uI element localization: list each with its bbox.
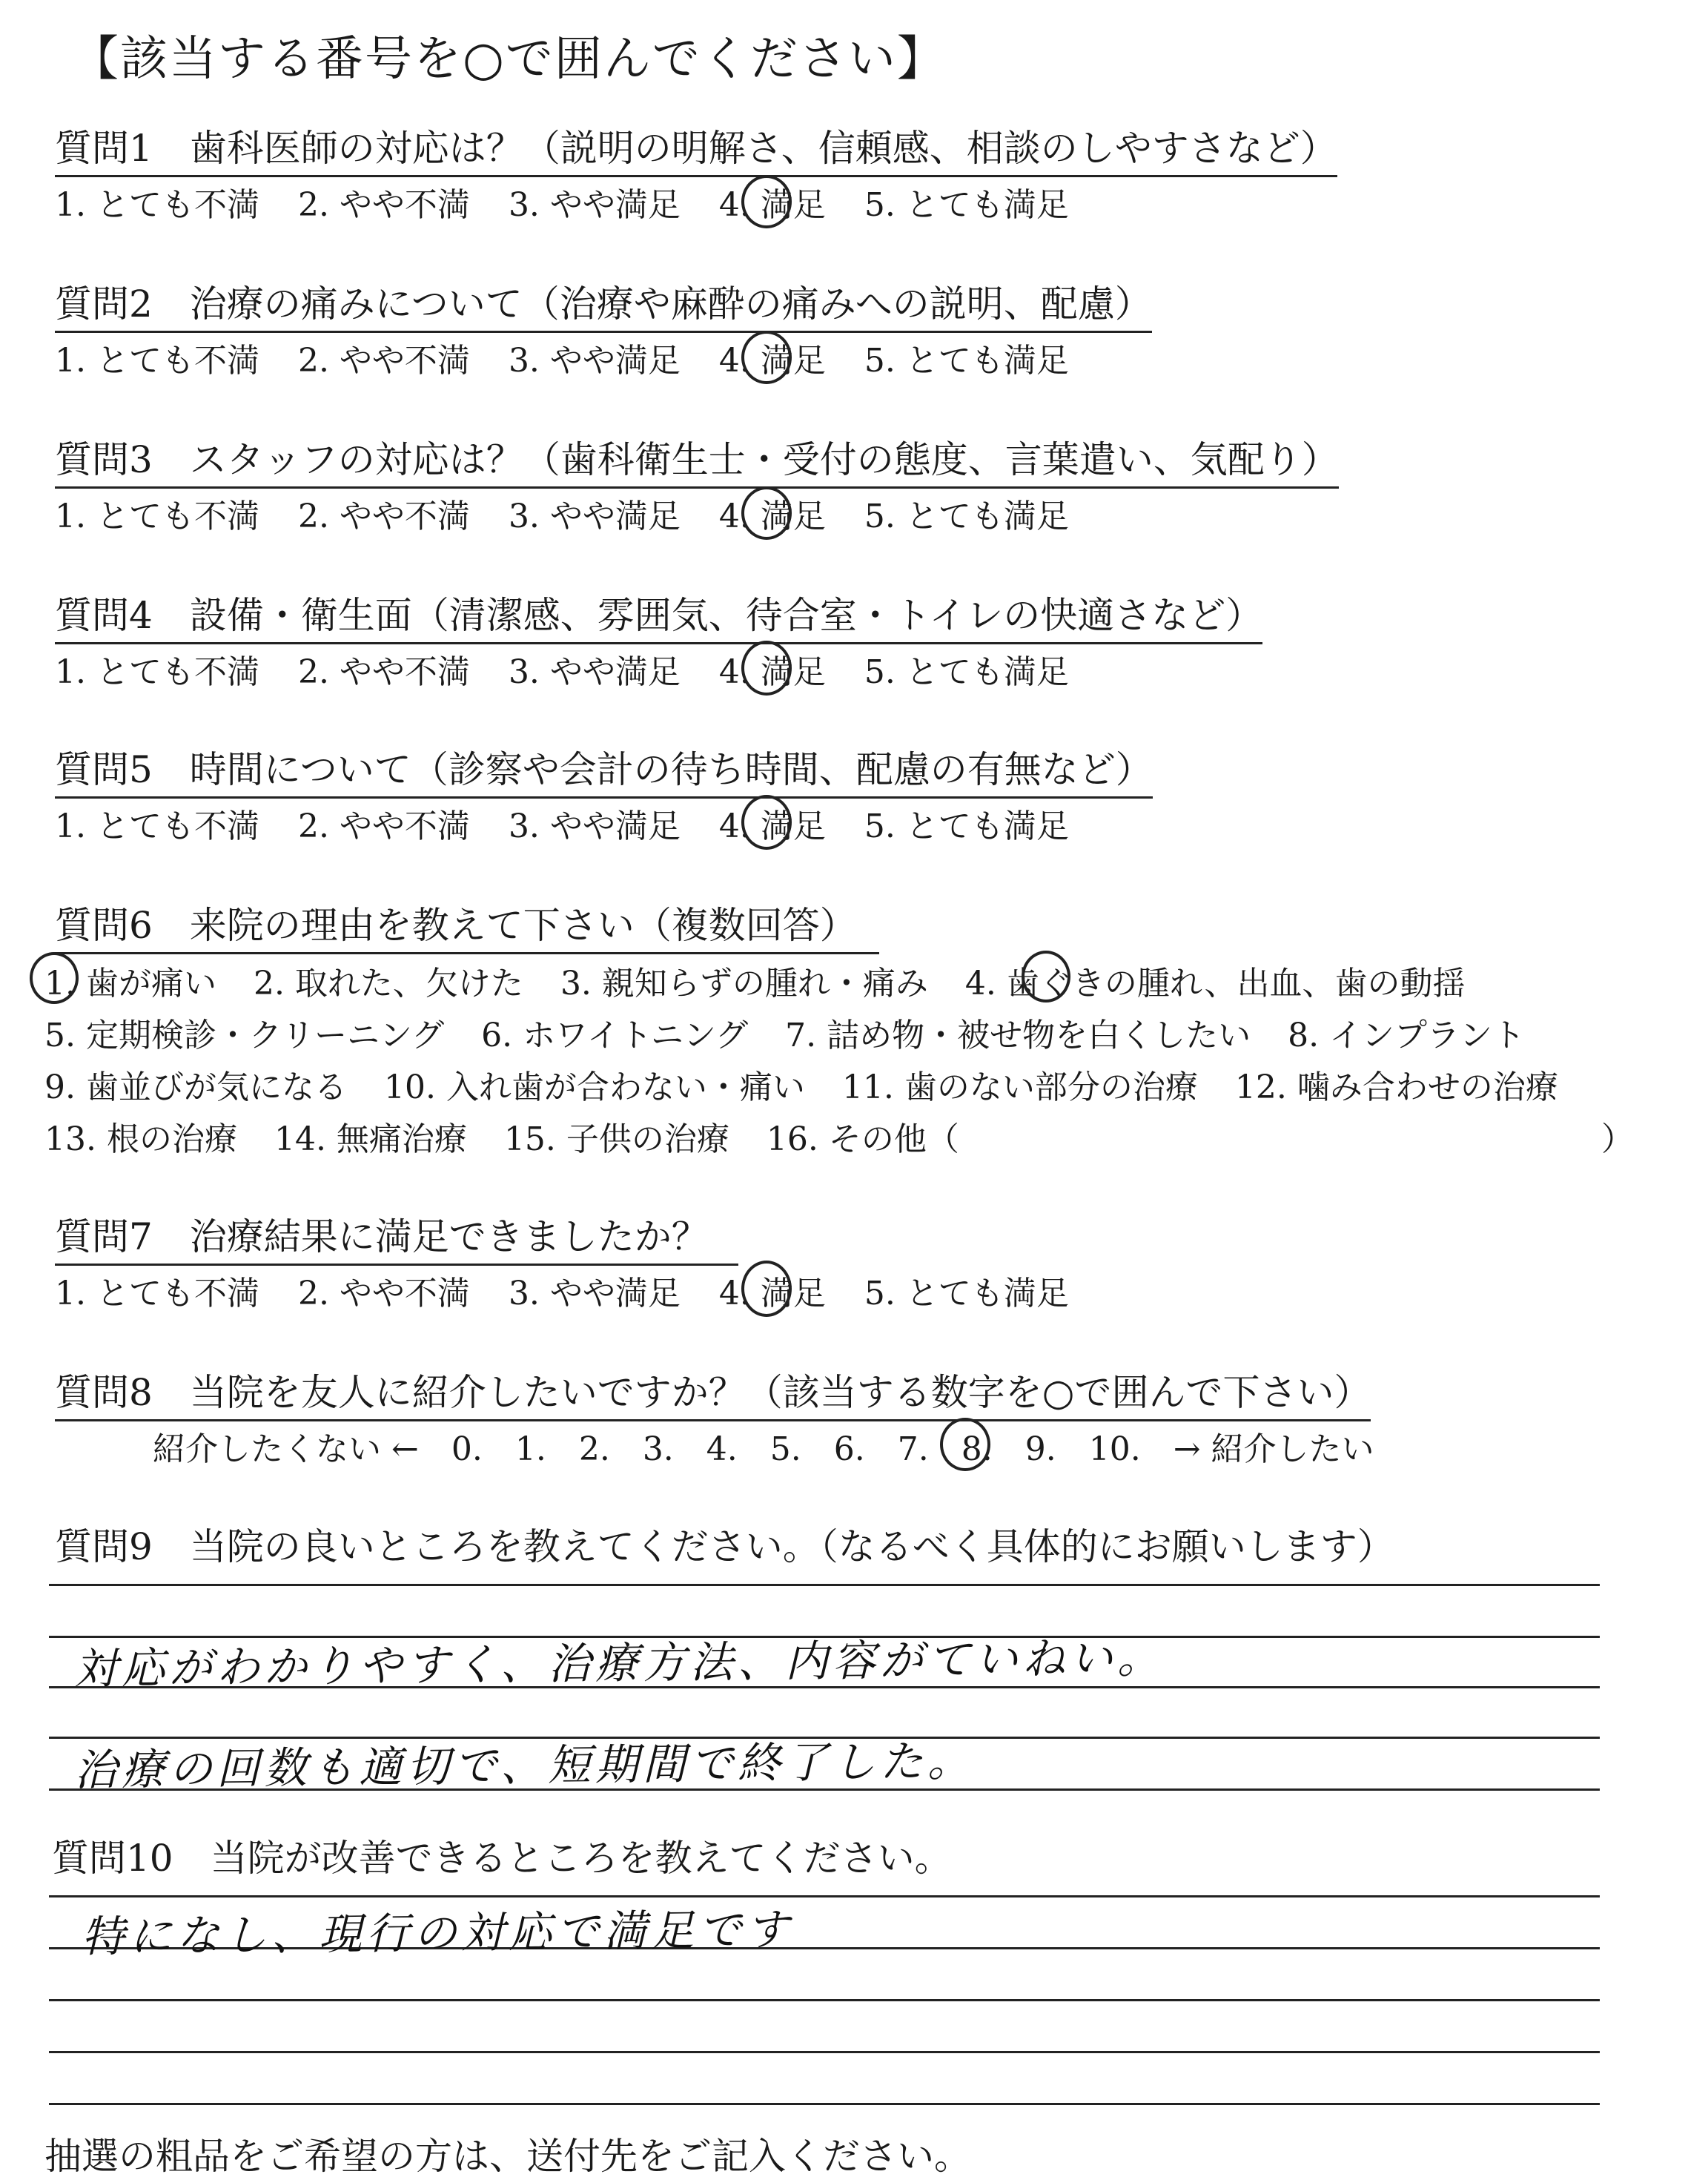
option-4[interactable]: 4. 満足	[718, 498, 826, 535]
reason-9[interactable]: 9. 歯並びが気になる	[44, 1068, 347, 1106]
selection-circle-q2	[741, 331, 792, 384]
q6-row-2	[44, 1008, 1563, 1056]
q6-row-3	[44, 1060, 1597, 1108]
reason-5[interactable]: 5. 定期検診・クリーニング	[44, 1017, 445, 1054]
scale-0[interactable]: 0.	[451, 1430, 483, 1468]
selection-circle-q4	[741, 641, 792, 696]
option-5[interactable]: 5. とても満足	[864, 186, 1069, 224]
question-4-heading: 質問4 設備・衛生面（清潔感、雰囲気、待合室・トイレの快適さなど）	[55, 586, 1262, 644]
option-4[interactable]: 4. 満足	[718, 186, 826, 224]
option-3[interactable]: 3. やや満足	[508, 498, 681, 535]
reason-8[interactable]: 8. インプラント	[1288, 1017, 1526, 1054]
question-6-heading: 質問6 来院の理由を教えて下さい（複数回答）	[55, 896, 879, 954]
q8-scale	[153, 1422, 1374, 1470]
selection-circle-q5	[741, 795, 792, 850]
option-1[interactable]: 1. とても不満	[55, 342, 259, 380]
scale-9[interactable]: 9.	[1025, 1430, 1056, 1468]
option-2[interactable]: 2. やや不満	[297, 1275, 470, 1312]
footer-partial-text: 抽選の粗品をご希望の方は、送付先をご記入ください。	[44, 2135, 971, 2178]
question-1-heading: 質問1 歯科医師の対応は？（説明の明解さ、信頼感、相談のしやすさなど）	[55, 119, 1337, 177]
question-2-options	[55, 334, 1108, 381]
question-8-heading: 質問8 当院を友人に紹介したいですか？（該当する数字を○で囲んで下さい）	[55, 1363, 1371, 1421]
scale-6[interactable]: 6.	[833, 1430, 865, 1468]
q6-row-4	[44, 1112, 998, 1160]
option-5[interactable]: 5. とても満足	[864, 807, 1069, 845]
reason-6[interactable]: 6. ホワイトニング	[481, 1017, 749, 1054]
scale-7[interactable]: 7.	[897, 1430, 929, 1468]
selection-circle-q7	[741, 1261, 792, 1317]
option-1[interactable]: 1. とても不満	[55, 807, 259, 845]
option-2[interactable]: 2. やや不満	[297, 342, 470, 380]
reason-3[interactable]: 3. 親知らずの腫れ・痛み	[560, 965, 928, 1003]
option-3[interactable]: 3. やや満足	[508, 342, 681, 380]
option-3[interactable]: 3. やや満足	[508, 1275, 681, 1312]
option-2[interactable]: 2. やや不満	[297, 498, 470, 535]
question-4-options	[55, 645, 1108, 693]
option-1[interactable]: 1. とても不満	[55, 1275, 259, 1312]
option-4[interactable]: 4. 満足	[718, 653, 826, 691]
reason-7[interactable]: 7. 詰め物・被せ物を白くしたい	[785, 1017, 1251, 1054]
reason-15[interactable]: 15. 子供の治療	[503, 1120, 729, 1158]
option-5[interactable]: 5. とても満足	[864, 342, 1069, 380]
option-5[interactable]: 5. とても満足	[864, 498, 1069, 535]
option-2[interactable]: 2. やや不満	[297, 807, 470, 845]
answer-line	[49, 1999, 1600, 2001]
question-10-heading: 質問10 当院が改善できるところを教えてください。	[52, 1837, 952, 1880]
question-9-heading: 質問9 当院の良いところを教えてください。（なるべく具体的にお願いします）	[55, 1525, 1394, 1568]
scale-8[interactable]: 8.	[961, 1430, 993, 1468]
option-2[interactable]: 2. やや不満	[297, 186, 470, 224]
reason-2[interactable]: 2. 取れた、欠けた	[253, 965, 523, 1003]
option-1[interactable]: 1. とても不満	[55, 498, 259, 535]
answer-line	[49, 2103, 1600, 2105]
answer-line	[49, 1584, 1600, 1586]
selection-circle-q8	[940, 1418, 990, 1471]
q6-row-1	[44, 957, 1504, 1004]
scale-right-label: → 紹介したい	[1173, 1430, 1374, 1468]
selection-circle-q6-4	[1022, 951, 1070, 1003]
option-5[interactable]: 5. とても満足	[864, 653, 1069, 691]
reason-11[interactable]: 11. 歯のない部分の治療	[841, 1068, 1198, 1106]
question-1-options	[55, 178, 1108, 225]
option-1[interactable]: 1. とても不満	[55, 186, 259, 224]
scale-3[interactable]: 3.	[642, 1430, 674, 1468]
option-4[interactable]: 4. 満足	[718, 1275, 826, 1312]
option-1[interactable]: 1. とても不満	[55, 653, 259, 691]
question-3-options	[55, 489, 1108, 537]
scale-2[interactable]: 2.	[578, 1430, 610, 1468]
question-5-options	[55, 799, 1108, 847]
selection-circle-q1	[741, 175, 792, 228]
question-3-heading: 質問3 スタッフの対応は？（歯科衛生士・受付の態度、言葉遣い、気配り）	[55, 430, 1339, 489]
scale-1[interactable]: 1.	[514, 1430, 546, 1468]
option-2[interactable]: 2. やや不満	[297, 653, 470, 691]
reason-1[interactable]: 1. 歯が痛い	[44, 965, 216, 1003]
q9-handwritten-answer-2[interactable]: 治療の回数も適切で、短期間で終了した。	[73, 1735, 976, 1796]
q9-handwritten-answer-1[interactable]: 対応がわかりやすく、治療方法、内容がていねい。	[73, 1632, 1165, 1694]
option-3[interactable]: 3. やや満足	[508, 186, 681, 224]
reason-14[interactable]: 14. 無痛治療	[274, 1120, 467, 1158]
scale-4[interactable]: 4.	[706, 1430, 738, 1468]
selection-circle-q3	[741, 486, 792, 540]
scale-left-label: 紹介したくない ←	[153, 1430, 419, 1468]
scale-10[interactable]: 10.	[1088, 1430, 1141, 1468]
form-title: 【該当する番号を○で囲んでください】	[71, 32, 946, 87]
question-5-heading: 質問5 時間について（診察や会計の待ち時間、配慮の有無など）	[55, 740, 1153, 799]
option-5[interactable]: 5. とても満足	[864, 1275, 1069, 1312]
option-3[interactable]: 3. やや満足	[508, 807, 681, 845]
scale-5[interactable]: 5.	[769, 1430, 801, 1468]
reason-12[interactable]: 12. 噛み合わせの治療	[1234, 1068, 1558, 1106]
option-4[interactable]: 4. 満足	[718, 342, 826, 380]
question-2-heading: 質問2 治療の痛みについて（治療や麻酔の痛みへの説明、配慮）	[55, 274, 1152, 333]
other-close-paren: ）	[1601, 1120, 1634, 1158]
answer-line	[49, 2051, 1600, 2053]
option-4[interactable]: 4. 満足	[718, 807, 826, 845]
selection-circle-q6-1	[30, 952, 79, 1004]
answer-line	[49, 1895, 1600, 1897]
reason-10[interactable]: 10. 入れ歯が合わない・痛い	[383, 1068, 805, 1106]
reason-13[interactable]: 13. 根の治療	[44, 1120, 237, 1158]
reason-4[interactable]: 4. 歯ぐきの腫れ、出血、歯の動揺	[964, 965, 1466, 1003]
q10-handwritten-answer[interactable]: 特になし、現行の対応で満足です	[81, 1903, 794, 1963]
question-7-options	[55, 1266, 1108, 1314]
question-7-heading: 質問7 治療結果に満足できましたか？	[55, 1207, 738, 1266]
reason-16[interactable]: 16. その他（	[766, 1120, 959, 1158]
option-3[interactable]: 3. やや満足	[508, 653, 681, 691]
